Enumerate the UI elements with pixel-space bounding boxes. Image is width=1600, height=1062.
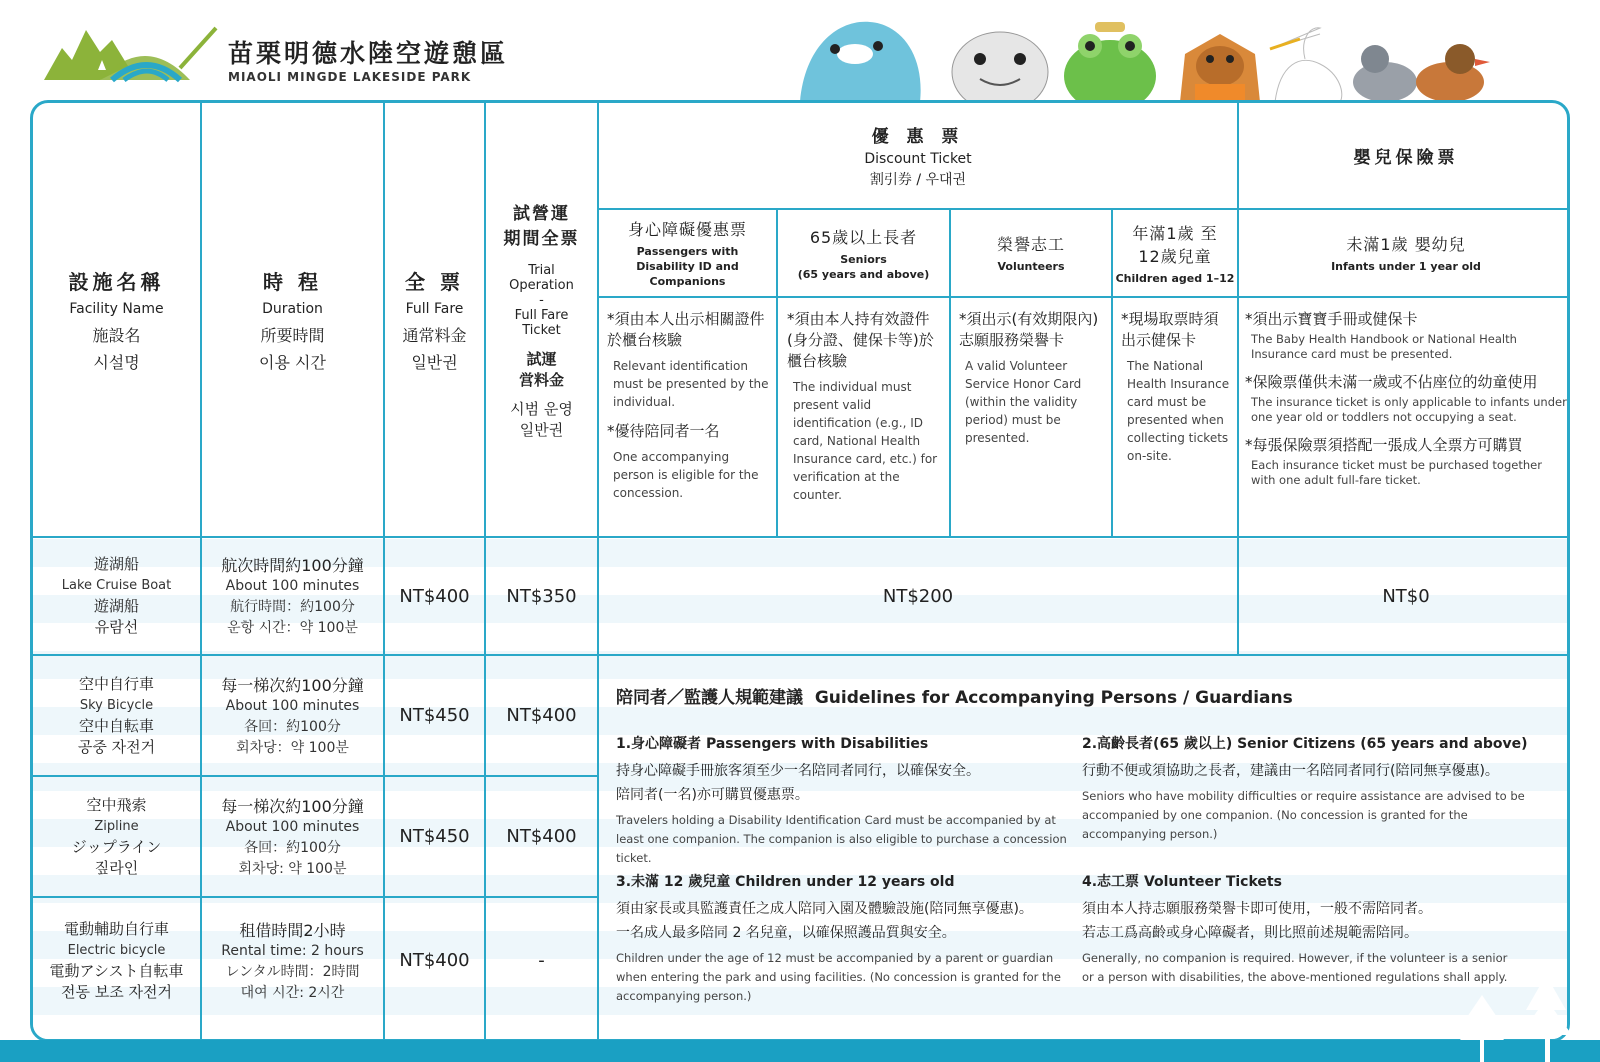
table-row-trial-fare: - (538, 950, 545, 971)
guideline-seniors: 2.高齡長者(65 歲以上) Senior Citizens (65 years and above) 行動不便或須協助之長者，建議由一名陪同者同行(陪同無享優惠)。 Seniors who have mobility difficulties or require assistance are advised to be accompanied by one companion. (No concession is granted for the accompanying person.) (1082, 736, 1528, 841)
notes-volunteers: *須出示(有效期限內)志願服務榮譽卡 A valid Volunteer Service Honor Card (within the validity period) must be presented. (959, 310, 1099, 445)
table-row-trial-fare: NT$400 (506, 826, 577, 847)
header-duration: 時 程 Duration 所要時間 이용 시간 (259, 270, 326, 372)
park-name-en: MIAOLI MINGDE LAKESIDE PARK (228, 70, 472, 84)
page-header (0, 0, 1600, 100)
notes-infants: *須出示寶寶手冊或健保卡 The Baby Health Handbook or National Health Insurance card must be presented. *保險票僅供未滿一歲或不佔座位的幼童使用 The insurance ticket is only applicable to infants under one year old or toddlers not occupying a seat. *每張保險票須搭配一張成人全票方可購買 Each insurance ticket must be purchased together with one adult full-fare ticket. (1245, 310, 1567, 487)
duck-mascot-icon (1353, 44, 1490, 102)
fish-mascot-icon (952, 32, 1048, 102)
tree-decoration-icon (1440, 940, 1600, 1062)
table-row-facility: 遊湖船 Lake Cruise Boat 遊湖船 유람선 (61, 555, 172, 636)
table-row-full-fare: NT$450 (399, 826, 470, 847)
guidelines-title: 陪同者／監護人規範建議 Guidelines for Accompanying Persons / Guardians (616, 688, 1293, 708)
subheader-seniors: 65歲以上長者 Seniors (65 years and above) (797, 227, 930, 281)
header-insurance: 嬰兒保險票 (1353, 148, 1459, 168)
notes-children: *現場取票時須出示健保卡 The National Health Insurance card must be presented when collecting tickets on-site. (1121, 310, 1230, 463)
notes-seniors: *須由本人持有效證件(身分證、健保卡等)於櫃台核驗 The individual must present valid identification (e.g., ID card, National Health Insurance card, etc.) for verification at the counter. (787, 310, 938, 502)
guideline-volunteers: 4.志工票 Volunteer Tickets 須由本人持志願服務榮譽卡即可使用，一般不需陪同者。 若志工爲高齡或身心障礙者，則比照前述規範需陪同。 Generally, no companion is required. However, if the volunteer is a senior or a person with disabilities, the above-mentioned regulations shall apply. (1082, 874, 1508, 984)
header-trial-fare: 試營運 期間全票 Trial Operation - Full Fare Ticket 試運 営料金 시범 운영 일반권 (503, 204, 580, 439)
egret-mascot-icon (1270, 28, 1342, 102)
table-row-duration: 航次時間約100分鐘 About 100 minutes 航行時間：約100分 운항 시간：약 100분 (221, 556, 364, 636)
table-row-full-fare: NT$400 (399, 950, 470, 971)
park-name-cn: 苗栗明德水陸空遊憩區 (228, 39, 509, 68)
table-row-infant: NT$0 (1382, 585, 1430, 607)
guideline-children: 3.未滿 12 歲兒童 Children under 12 years old 須由家長或具監護責任之成人陪同入園及體驗設施(陪同無享優惠)。 一名成人最多陪同 2 名兒童，以確保照護品質與安全。 Children under the age of 12 must be accompanied by a parent or guardian when entering the park and using facilities. (No concession is granted for the accompanying person.) (616, 874, 1061, 1003)
table-row-full-fare: NT$400 (399, 585, 470, 607)
subheader-infants: 未滿1歲 嬰幼兒 Infants under 1 year old (1331, 235, 1481, 273)
table-row-discount: NT$200 (882, 585, 954, 607)
table-row-facility: 空中自行車 Sky Bicycle 空中自転車 공중 자전거 (77, 674, 156, 756)
header-full-fare: 全 票 Full Fare 通常料金 일반권 (402, 270, 467, 372)
table-row-full-fare: NT$450 (399, 705, 470, 726)
table-row-trial-fare: NT$350 (506, 585, 577, 607)
header-facility: 設施名稱 Facility Name 施設名 시설명 (68, 270, 165, 372)
mascots-illustration (800, 14, 1540, 102)
table-row-duration: 每一梯次約100分鐘 About 100 minutes 各回：約100分 회차당: 약 100분 (221, 796, 364, 877)
subheader-disability: 身心障礙優惠票 Passengers with Disability ID and Companions (627, 220, 747, 288)
bottom-band (0, 1040, 1600, 1062)
subheader-children: 年滿1歲 至 12歲兒童 Children aged 1–12 (1115, 223, 1235, 285)
notes-disability: *須由本人出示相關證件於櫃台核驗 Relevant identification must be presented by the individual. *優待陪同者一名 One accompanying person is eligible for the concession. (607, 310, 769, 500)
table-row-duration: 租借時間2小時 Rental time: 2 hours レンタル時間：2時間 대여 시간: 2시간 (221, 920, 364, 1001)
dolphin-mascot-icon (800, 22, 921, 102)
subheader-volunteers: 榮譽志工 Volunteers (996, 235, 1065, 273)
table-row-trial-fare: NT$400 (506, 705, 577, 726)
cow-mascot-icon (1180, 34, 1260, 102)
park-logo-icon (40, 18, 220, 90)
guideline-disabilities: 1.身心障礙者 Passengers with Disabilities 持身心障礙手冊旅客須至少一名陪同者同行，以確保安全。 陪同者(一名)亦可購買優惠票。 Travelers holding a Disability Identification Card must be accompanied by at least one companion. The companion is also eligible to purchase a concession ticket. (616, 736, 1067, 865)
table-row-facility: 電動輔助自行車 Electric bicycle 電動アシスト自転車 전동 보조 자전거 (49, 919, 184, 1001)
frog-mascot-icon (1064, 22, 1156, 102)
fare-table (30, 100, 1570, 1042)
table-row-duration: 每一梯次約100分鐘 About 100 minutes 各回：約100分 회차당：약 100분 (221, 675, 364, 756)
header-discount: 優 惠 票 Discount Ticket 割引券 / 우대권 (864, 127, 972, 188)
table-row-facility: 空中飛索 Zipline ジップライン 짚라인 (71, 795, 162, 877)
